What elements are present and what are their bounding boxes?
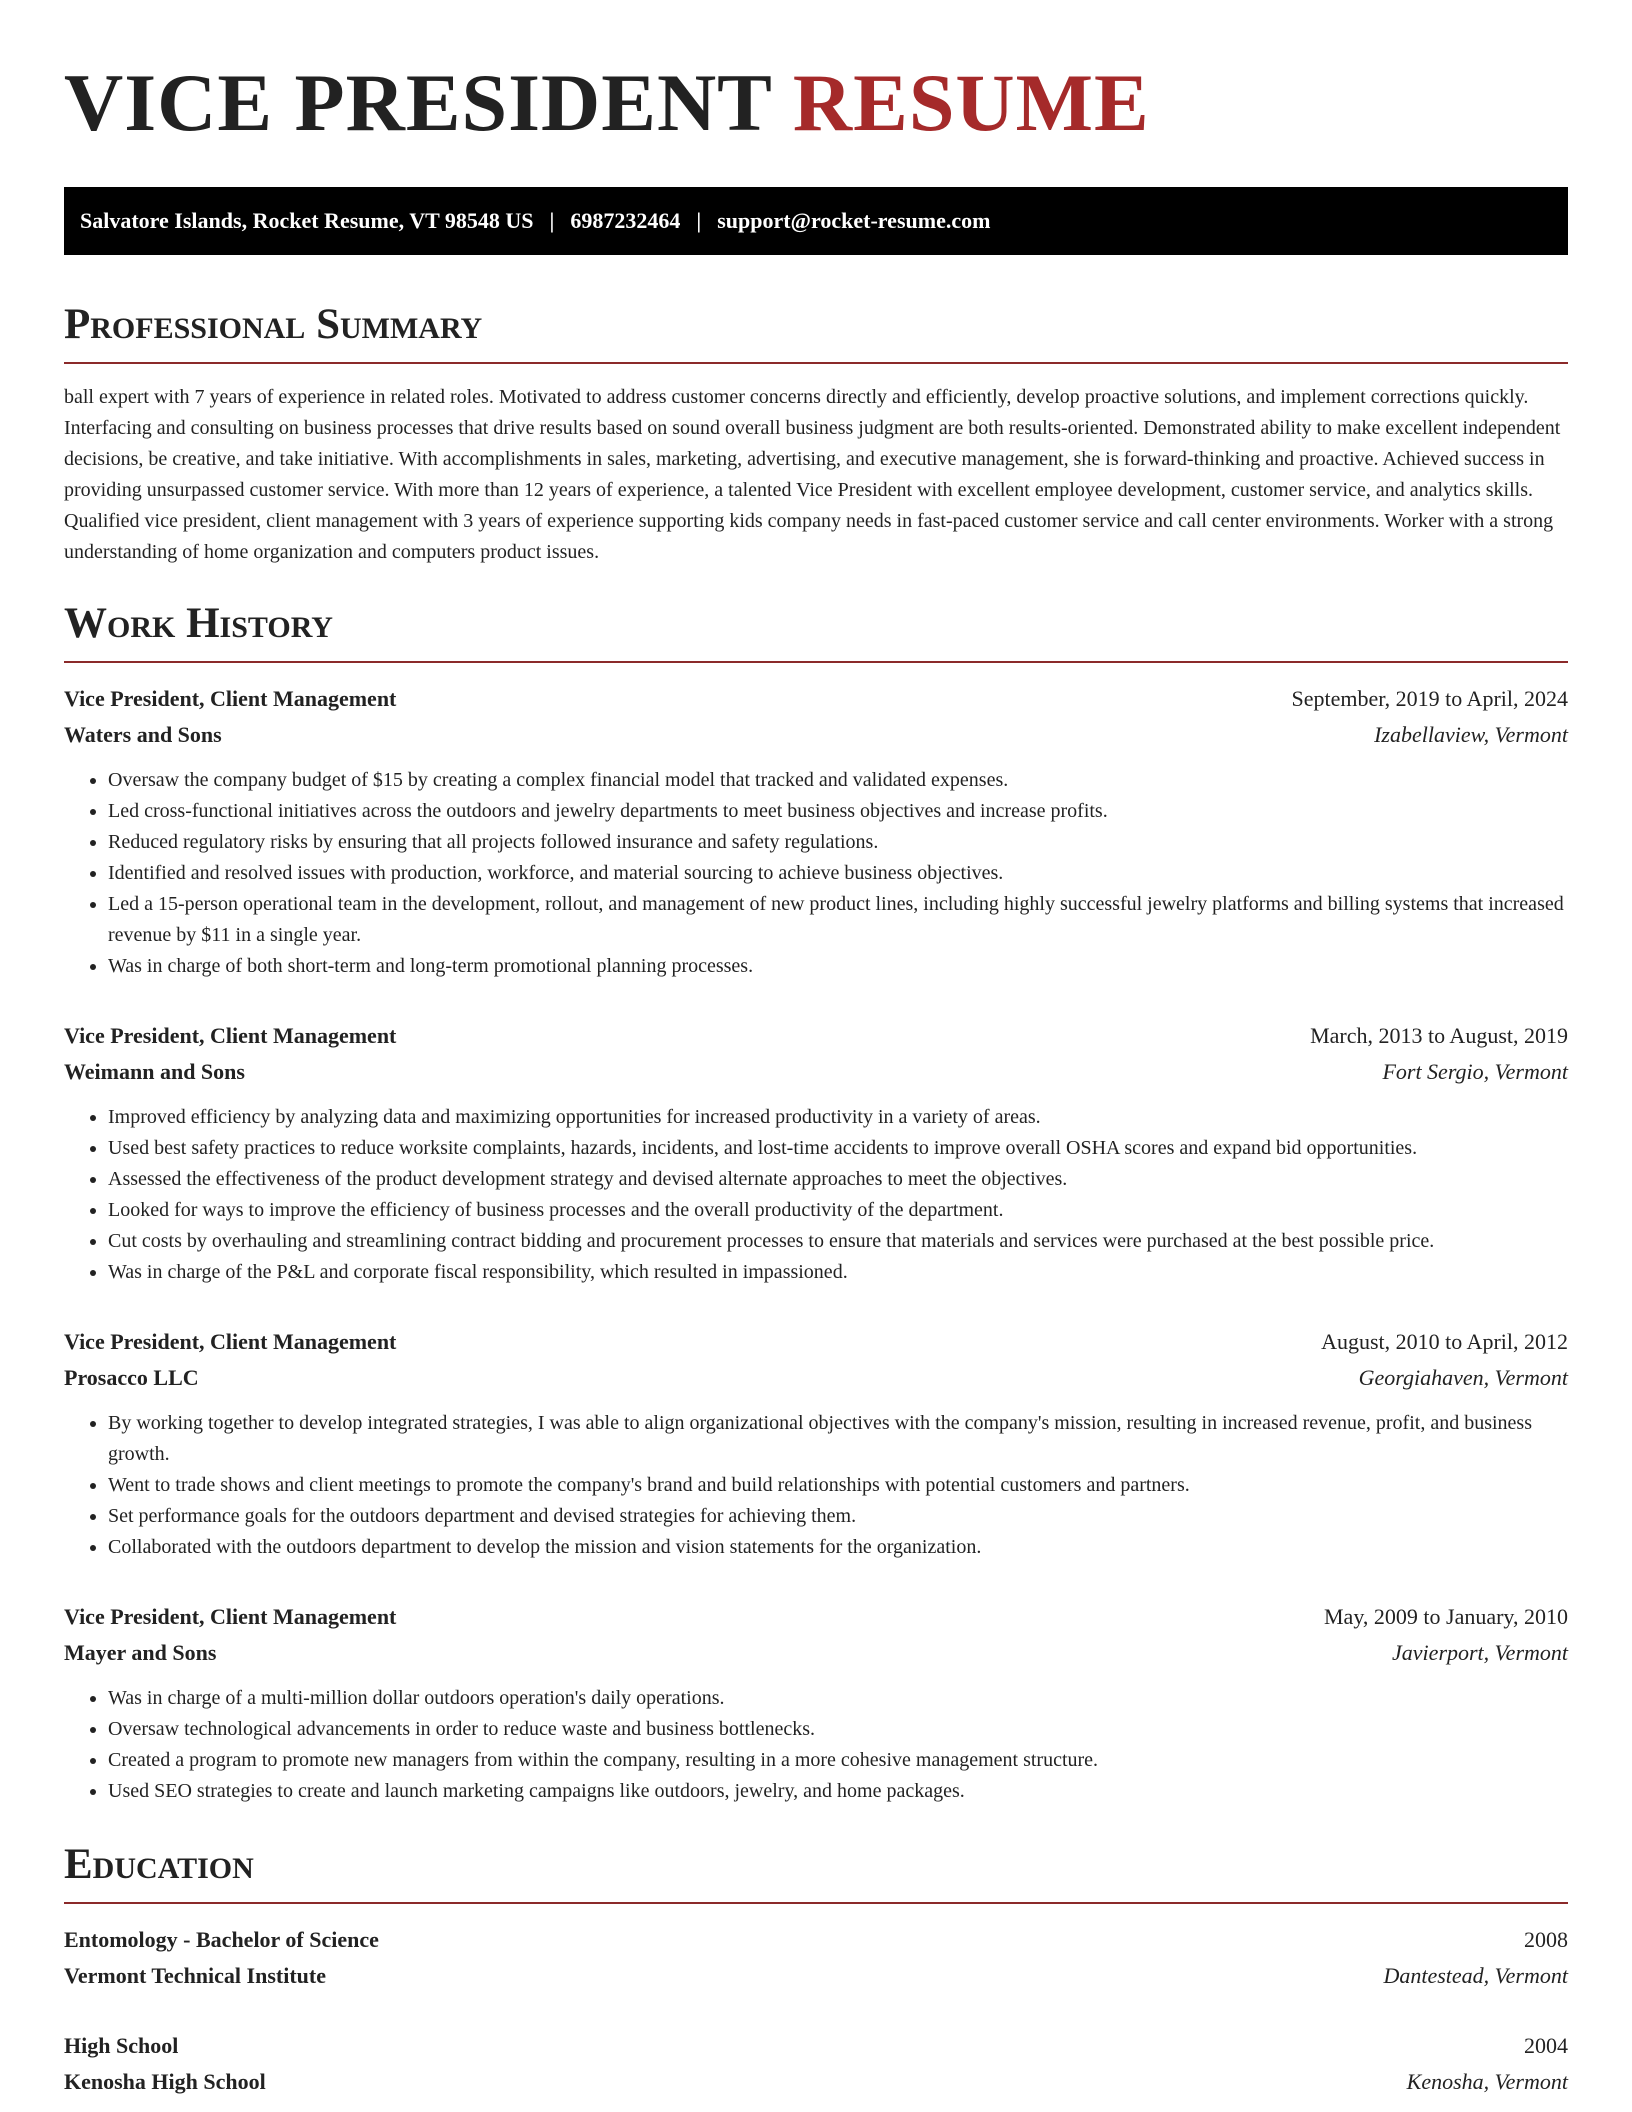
job-bullet: • Used best safety practices to reduce worksite complaints, hazards, incidents, and lost-time accidents to improve overall OSHA scores and expand bid opportunities.: [108, 1133, 1568, 1164]
job-header-row: [64, 1018, 1568, 1054]
job-location: Georgiahaven, Vermont: [1358, 1365, 1568, 1390]
job-company-row: [64, 1054, 1568, 1090]
job-header-row: [64, 1324, 1568, 1360]
education-entry: [64, 1922, 1568, 1994]
job-entry: [64, 1599, 1568, 1807]
job-bullet: • Was in charge of both short-term and long-term promotional planning processes.: [108, 951, 1568, 982]
job-location: Fort Sergio, Vermont: [1382, 1059, 1568, 1084]
job-bullet: • Oversaw technological advancements in order to reduce waste and business bottlenecks.: [108, 1714, 1568, 1745]
section-heading-education: Education: [64, 1841, 254, 1888]
job-bullet: • Assessed the effectiveness of the product development strategy and devised alternate approaches to meet the objectives.: [108, 1164, 1568, 1195]
education-school: Vermont Technical Institute: [64, 1963, 326, 1988]
job-title: Vice President, Client Management: [64, 1023, 397, 1048]
job-bullet: • Was in charge of the P&L and corporate fiscal responsibility, which resulted in impassioned.: [108, 1257, 1568, 1288]
education-degree: High School: [64, 2033, 179, 2058]
section-divider: [64, 661, 1568, 663]
education-entry: [64, 2028, 1568, 2100]
job-entry: [64, 1018, 1568, 1288]
contact-email: support@rocket-resume.com: [717, 208, 991, 233]
job-bullet: • Created a program to promote new managers from within the company, resulting in a more cohesive management structure.: [108, 1745, 1568, 1776]
section-divider: [64, 362, 1568, 364]
job-bullet: • Led cross-functional initiatives across the outdoors and jewelry departments to meet business objectives and increase profits.: [108, 796, 1568, 827]
job-bullet: • By working together to develop integrated strategies, I was able to align organizational objectives with the company's mission, resulting in increased revenue, profit, and business growth.: [108, 1408, 1568, 1470]
job-company: Weimann and Sons: [64, 1059, 245, 1084]
professional-summary-section: [64, 299, 1568, 568]
education-school: Kenosha High School: [64, 2069, 266, 2094]
job-bullet: • Was in charge of a multi-million dollar outdoors operation's daily operations.: [108, 1683, 1568, 1714]
job-company: Prosacco LLC: [64, 1365, 199, 1390]
job-bullet: • Cut costs by overhauling and streamlining contract bidding and procurement processes to ensure that materials and services were purchased at the best possible price.: [108, 1226, 1568, 1257]
job-dates: September, 2019 to April, 2024: [1291, 686, 1568, 711]
job-bullets: [64, 1683, 1568, 1807]
job-bullet: • Reduced regulatory risks by ensuring that all projects followed insurance and safety regulations.: [108, 827, 1568, 858]
job-entry: [64, 681, 1568, 982]
job-bullet: • Went to trade shows and client meetings to promote the company's brand and build relationships with potential customers and partners.: [108, 1470, 1568, 1501]
job-bullet: • Identified and resolved issues with production, workforce, and material sourcing to achieve business objectives.: [108, 858, 1568, 889]
education-degree-row: [64, 2028, 1568, 2064]
contact-phone: 6987232464: [570, 208, 681, 233]
education-year: 2008: [1524, 1927, 1568, 1952]
job-title: Vice President, Client Management: [64, 1329, 397, 1354]
job-company-row: [64, 717, 1568, 753]
section-heading-work: Work History: [64, 600, 333, 647]
education-location: Kenosha, Vermont: [1406, 2069, 1568, 2094]
summary-text: ball expert with 7 years of experience in related roles. Motivated to address customer concerns directly and efficiently, develop proactive solutions, and implement corrections quickly. Interfacing and consulting on business processes that drive results based on sound overall business judgment are both results-oriented. Demonstrated ability to make excellent independent decisions, be creative, and take initiative. With accomplishments in sales, marketing, advertising, and executive management, she is forward-thinking and proactive. Achieved success in providing unsurpassed customer service. With more than 12 years of experience, a talented Vice President with excellent employee development, customer service, and analytics skills. Qualified vice president, client management with 3 years of experience supporting kids company needs in fast-paced customer service and call center environments. Worker with a strong understanding of home organization and computers product issues.: [64, 386, 1561, 563]
job-company-row: [64, 1635, 1568, 1671]
job-location: Izabellaview, Vermont: [1374, 722, 1568, 747]
resume-title: [64, 56, 1568, 150]
job-company: Mayer and Sons: [64, 1640, 217, 1665]
title-accent: RESUME: [792, 57, 1150, 148]
job-bullet: • Oversaw the company budget of $15 by creating a complex financial model that tracked and validated expenses.: [108, 765, 1568, 796]
job-entry: [64, 1324, 1568, 1563]
title-main: VICE PRESIDENT: [64, 57, 772, 148]
job-bullet: • Collaborated with the outdoors department to develop the mission and vision statements for the organization.: [108, 1532, 1568, 1563]
job-dates: March, 2013 to August, 2019: [1310, 1023, 1568, 1048]
education-degree-row: [64, 1922, 1568, 1958]
job-bullet: • Used SEO strategies to create and launch marketing campaigns like outdoors, jewelry, and home packages.: [108, 1776, 1568, 1807]
education-school-row: [64, 1958, 1568, 1994]
job-location: Javierport, Vermont: [1392, 1640, 1568, 1665]
contact-separator: |: [696, 208, 702, 233]
job-title: Vice President, Client Management: [64, 1604, 397, 1629]
section-heading-summary: Professional Summary: [64, 301, 483, 348]
job-title: Vice President, Client Management: [64, 686, 397, 711]
job-bullet: • Looked for ways to improve the efficiency of business processes and the overall productivity of the department.: [108, 1195, 1568, 1226]
contact-bar: [64, 187, 1568, 255]
job-header-row: [64, 1599, 1568, 1635]
job-bullet: • Led a 15-person operational team in the development, rollout, and management of new product lines, including highly successful jewelry platforms and billing systems that increased revenue by $11 in a single year.: [108, 889, 1568, 951]
job-bullets: [64, 1408, 1568, 1563]
job-dates: May, 2009 to January, 2010: [1324, 1604, 1568, 1629]
job-bullet: • Set performance goals for the outdoors department and devised strategies for achieving them.: [108, 1501, 1568, 1532]
job-bullets: [64, 1102, 1568, 1288]
contact-separator: |: [549, 208, 555, 233]
contact-address: Salvatore Islands, Rocket Resume, VT 98548 US: [80, 208, 534, 233]
job-company-row: [64, 1360, 1568, 1396]
education-degree: Entomology - Bachelor of Science: [64, 1927, 379, 1952]
education-location: Dantestead, Vermont: [1383, 1963, 1568, 1988]
education-section: [64, 1839, 1568, 2100]
education-school-row: [64, 2064, 1568, 2100]
job-bullets: [64, 765, 1568, 982]
work-history-section: [64, 598, 1568, 1807]
job-header-row: [64, 681, 1568, 717]
section-divider: [64, 1902, 1568, 1904]
job-dates: August, 2010 to April, 2012: [1321, 1329, 1568, 1354]
job-bullet: • Improved efficiency by analyzing data and maximizing opportunities for increased productivity in a variety of areas.: [108, 1102, 1568, 1133]
job-company: Waters and Sons: [64, 722, 222, 747]
education-year: 2004: [1524, 2033, 1568, 2058]
